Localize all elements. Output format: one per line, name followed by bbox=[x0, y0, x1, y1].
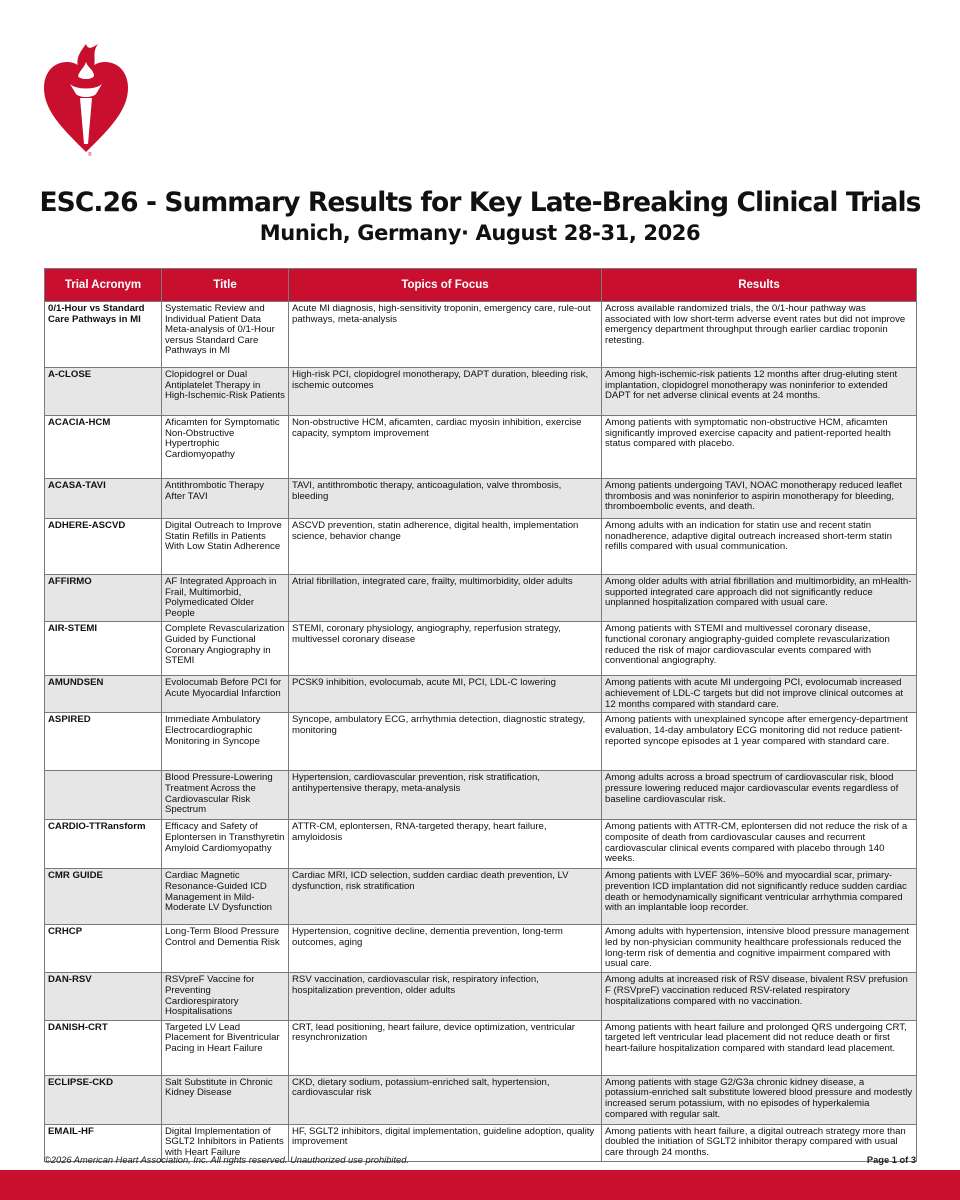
column-header-topics: Topics of Focus bbox=[289, 269, 602, 302]
trial-results-cell: Among patients undergoing TAVI, NOAC monotherapy reduced leaflet thrombosis and was noninferior to aspirin monotherapy for bleeding, thromboembolic events, and death. bbox=[602, 479, 917, 519]
table-row bbox=[45, 713, 917, 771]
trial-results-cell: Among patients with heart failure and prolonged QRS undergoing CRT, targeted left ventricular lead placement did not reduce death or first heart-failure hospitalization compared with standard lead placement. bbox=[602, 1020, 917, 1075]
trial-topics-cell: CRT, lead positioning, heart failure, device optimization, ventricular resynchronization bbox=[289, 1020, 602, 1075]
trial-title-cell: Digital Outreach to Improve Statin Refills in Patients With Low Statin Adherence bbox=[162, 519, 289, 575]
page-subtitle: Munich, Germany· August 28-31, 2026 bbox=[259, 221, 701, 245]
table-row bbox=[45, 1075, 917, 1124]
table-row bbox=[45, 575, 917, 622]
table-row bbox=[45, 869, 917, 925]
trial-results-cell: Among patients with LVEF 36%–50% and myocardial scar, primary-prevention ICD implantation did not significantly reduce sudden cardiac death or hemodynamically significant ventricular arrhythmia compared with an implantable loop recorder. bbox=[602, 869, 917, 925]
table-header-row bbox=[45, 269, 917, 302]
trial-acronym-cell: DAN-RSV bbox=[45, 973, 162, 1020]
trial-topics-cell: ATTR-CM, eplontersen, RNA-targeted therapy, heart failure, amyloidosis bbox=[289, 820, 602, 869]
table-row bbox=[45, 820, 917, 869]
trial-topics-cell: Non-obstructive HCM, aficamten, cardiac myosin inhibition, exercise capacity, symptom improvement bbox=[289, 416, 602, 479]
trial-acronym-cell: AMUNDSEN bbox=[45, 676, 162, 713]
page-title: ESC.26 - Summary Results for Key Late-Breaking Clinical Trials bbox=[39, 187, 921, 218]
trial-title-cell: Evolocumab Before PCI for Acute Myocardial Infarction bbox=[162, 676, 289, 713]
table-row bbox=[45, 519, 917, 575]
trial-results-cell: Among patients with acute MI undergoing PCI, evolocumab increased achievement of LDL-C targets but did not improve clinical outcomes at 12 months compared with standard care. bbox=[602, 676, 917, 713]
trial-results-cell: Among adults across a broad spectrum of cardiovascular risk, blood pressure lowering reduced major cardiovascular events regardless of baseline cardiovascular risk. bbox=[602, 771, 917, 820]
trial-topics-cell: Hypertension, cardiovascular prevention, risk stratification, antihypertensive therapy, meta-analysis bbox=[289, 771, 602, 820]
trial-results-cell: Across available randomized trials, the 0/1-hour pathway was associated with low short-term adverse event rates but did not improve emergency department throughput through earlier cardiac troponin retesting. bbox=[602, 302, 917, 368]
trial-acronym-cell: ADHERE-ASCVD bbox=[45, 519, 162, 575]
trial-results-cell: Among patients with heart failure, a digital outreach strategy more than doubled the initiation of SGLT2 inhibitor therapy compared with usual care through 24 months. bbox=[602, 1124, 917, 1161]
trial-title-cell: Salt Substitute in Chronic Kidney Disease bbox=[162, 1075, 289, 1124]
trial-results-cell: Among patients with unexplained syncope after emergency-department evaluation, 14-day ambulatory ECG monitoring did not reduce patient-reported syncope episodes at 1 year compared with standard care. bbox=[602, 713, 917, 771]
table-row bbox=[45, 368, 917, 416]
column-header-title: Title bbox=[162, 269, 289, 302]
table-row bbox=[45, 479, 917, 519]
trial-topics-cell: ASCVD prevention, statin adherence, digital health, implementation science, behavior change bbox=[289, 519, 602, 575]
trial-title-cell: Clopidogrel or Dual Antiplatelet Therapy in High-Ischemic-Risk Patients bbox=[162, 368, 289, 416]
trial-topics-cell: STEMI, coronary physiology, angiography, reperfusion strategy, multivessel coronary disease bbox=[289, 622, 602, 676]
trial-title-cell: Antithrombotic Therapy After TAVI bbox=[162, 479, 289, 519]
trial-title-cell: Blood Pressure-Lowering Treatment Across the Cardiovascular Risk Spectrum bbox=[162, 771, 289, 820]
trial-results-cell: Among adults with an indication for statin use and recent statin nonadherence, adaptive digital outreach increased short-term statin refills compared with usual communication. bbox=[602, 519, 917, 575]
trial-results-cell: Among older adults with atrial fibrillation and multimorbidity, an mHealth-supported integrated care approach did not significantly reduce unplanned hospitalization compared with usual care. bbox=[602, 575, 917, 622]
trial-results-cell: Among adults with hypertension, intensive blood pressure management led by non-physician community healthcare professionals reduced the long-term risk of dementia and cognitive impairment compared with usual care. bbox=[602, 925, 917, 973]
trial-title-cell: Immediate Ambulatory Electrocardiographic Monitoring in Syncope bbox=[162, 713, 289, 771]
column-header-acronym: Trial Acronym bbox=[45, 269, 162, 302]
trial-results-cell: Among patients with STEMI and multivessel coronary disease, functional coronary angiography-guided complete revascularization reduced the risk of major cardiovascular events compared with conventional angiography. bbox=[602, 622, 917, 676]
column-header-results: Results bbox=[602, 269, 917, 302]
trials-table bbox=[44, 268, 917, 1162]
trial-title-cell: Complete Revascularization Guided by Functional Coronary Angiography in STEMI bbox=[162, 622, 289, 676]
table-row bbox=[45, 676, 917, 713]
trial-title-cell: Systematic Review and Individual Patient Data Meta-analysis of 0/1-Hour versus Standard Care Pathways in MI bbox=[162, 302, 289, 368]
trial-acronym-cell: ACACIA-HCM bbox=[45, 416, 162, 479]
trial-results-cell: Among adults at increased risk of RSV disease, bivalent RSV prefusion F (RSVpreF) vaccination reduced RSV-related respiratory hospitalizations compared with no vaccination. bbox=[602, 973, 917, 1020]
trial-title-cell: Long-Term Blood Pressure Control and Dementia Risk bbox=[162, 925, 289, 973]
trial-topics-cell: Atrial fibrillation, integrated care, frailty, multimorbidity, older adults bbox=[289, 575, 602, 622]
copyright-notice: ©2026 American Heart Association, Inc. All rights reserved. Unauthorized use prohibited. bbox=[44, 1155, 409, 1165]
trial-results-cell: Among patients with symptomatic non-obstructive HCM, aficamten significantly improved exercise capacity and patient-reported health status compared with placebo. bbox=[602, 416, 917, 479]
trial-results-cell: Among patients with stage G2/G3a chronic kidney disease, a potassium-enriched salt substitute lowered blood pressure and modestly increased serum potassium, with no episodes of hyperkalemia compared with regular salt. bbox=[602, 1075, 917, 1124]
table-row bbox=[45, 771, 917, 820]
trial-acronym-cell: ECLIPSE-CKD bbox=[45, 1075, 162, 1124]
trial-acronym-cell: 0/1-Hour vs Standard Care Pathways in MI bbox=[45, 302, 162, 368]
table-row bbox=[45, 973, 917, 1020]
trial-title-cell: Efficacy and Safety of Eplontersen in Transthyretin Amyloid Cardiomyopathy bbox=[162, 820, 289, 869]
trial-acronym-cell: DANISH-CRT bbox=[45, 1020, 162, 1075]
trial-topics-cell: PCSK9 inhibition, evolocumab, acute MI, PCI, LDL-C lowering bbox=[289, 676, 602, 713]
table-row bbox=[45, 1020, 917, 1075]
trial-topics-cell: HF, SGLT2 inhibitors, digital implementation, guideline adoption, quality improvement bbox=[289, 1124, 602, 1161]
table-body bbox=[45, 302, 917, 1162]
trial-topics-cell: TAVI, antithrombotic therapy, anticoagulation, valve thrombosis, bleeding bbox=[289, 479, 602, 519]
trial-topics-cell: Syncope, ambulatory ECG, arrhythmia detection, diagnostic strategy, monitoring bbox=[289, 713, 602, 771]
trial-title-cell: Targeted LV Lead Placement for Biventricular Pacing in Heart Failure bbox=[162, 1020, 289, 1075]
table-row bbox=[45, 925, 917, 973]
trial-title-cell: AF Integrated Approach in Frail, Multimorbid, Polymedicated Older People bbox=[162, 575, 289, 622]
trial-topics-cell: Cardiac MRI, ICD selection, sudden cardiac death prevention, LV dysfunction, risk stratification bbox=[289, 869, 602, 925]
trial-acronym-cell: CRHCP bbox=[45, 925, 162, 973]
trial-acronym-cell: ACASA-TAVI bbox=[45, 479, 162, 519]
trial-topics-cell: CKD, dietary sodium, potassium-enriched salt, hypertension, cardiovascular risk bbox=[289, 1075, 602, 1124]
trial-acronym-cell: AIR-STEMI bbox=[45, 622, 162, 676]
trial-acronym-cell: A-CLOSE bbox=[45, 368, 162, 416]
trial-results-cell: Among patients with ATTR-CM, eplontersen did not reduce the risk of a composite of death from cardiovascular causes and recurrent cardiovascular clinical events compared with placebo through 140 weeks. bbox=[602, 820, 917, 869]
trial-title-cell: Cardiac Magnetic Resonance-Guided ICD Management in Mild-Moderate LV Dysfunction bbox=[162, 869, 289, 925]
table-row bbox=[45, 302, 917, 368]
trial-acronym-cell: CMR GUIDE bbox=[45, 869, 162, 925]
trial-title-cell: Digital Implementation of SGLT2 Inhibitors in Patients with Heart Failure bbox=[162, 1124, 289, 1161]
trial-topics-cell: Hypertension, cognitive decline, dementia prevention, long-term outcomes, aging bbox=[289, 925, 602, 973]
table-row bbox=[45, 416, 917, 479]
trial-acronym-cell: EMAIL-HF bbox=[45, 1124, 162, 1161]
trial-title-cell: Aficamten for Symptomatic Non-Obstructive Hypertrophic Cardiomyopathy bbox=[162, 416, 289, 479]
trial-title-cell: RSVpreF Vaccine for Preventing Cardiorespiratory Hospitalisations bbox=[162, 973, 289, 1020]
trial-acronym-cell: CARDIO-TTRansform bbox=[45, 820, 162, 869]
trial-topics-cell: Acute MI diagnosis, high-sensitivity troponin, emergency care, rule-out pathways, meta-analysis bbox=[289, 302, 602, 368]
registered-mark: ® bbox=[88, 152, 92, 158]
bottom-accent-bar bbox=[0, 1170, 960, 1200]
trial-acronym-cell: ASPIRED bbox=[45, 713, 162, 771]
table-row bbox=[45, 622, 917, 676]
trial-topics-cell: RSV vaccination, cardiovascular risk, respiratory infection, hospitalization prevention, older adults bbox=[289, 973, 602, 1020]
trial-acronym-cell: AFFIRMO bbox=[45, 575, 162, 622]
trial-acronym-cell bbox=[45, 771, 162, 820]
trial-results-cell: Among high-ischemic-risk patients 12 months after drug-eluting stent implantation, clopidogrel monotherapy was noninferior to extended DAPT for net adverse clinical events at 24 months. bbox=[602, 368, 917, 416]
page-number: Page 1 of 3 bbox=[866, 1155, 916, 1165]
header bbox=[0, 186, 960, 246]
heart-torch-icon bbox=[40, 40, 132, 158]
trial-topics-cell: High-risk PCI, clopidogrel monotherapy, DAPT duration, bleeding risk, ischemic outcomes bbox=[289, 368, 602, 416]
